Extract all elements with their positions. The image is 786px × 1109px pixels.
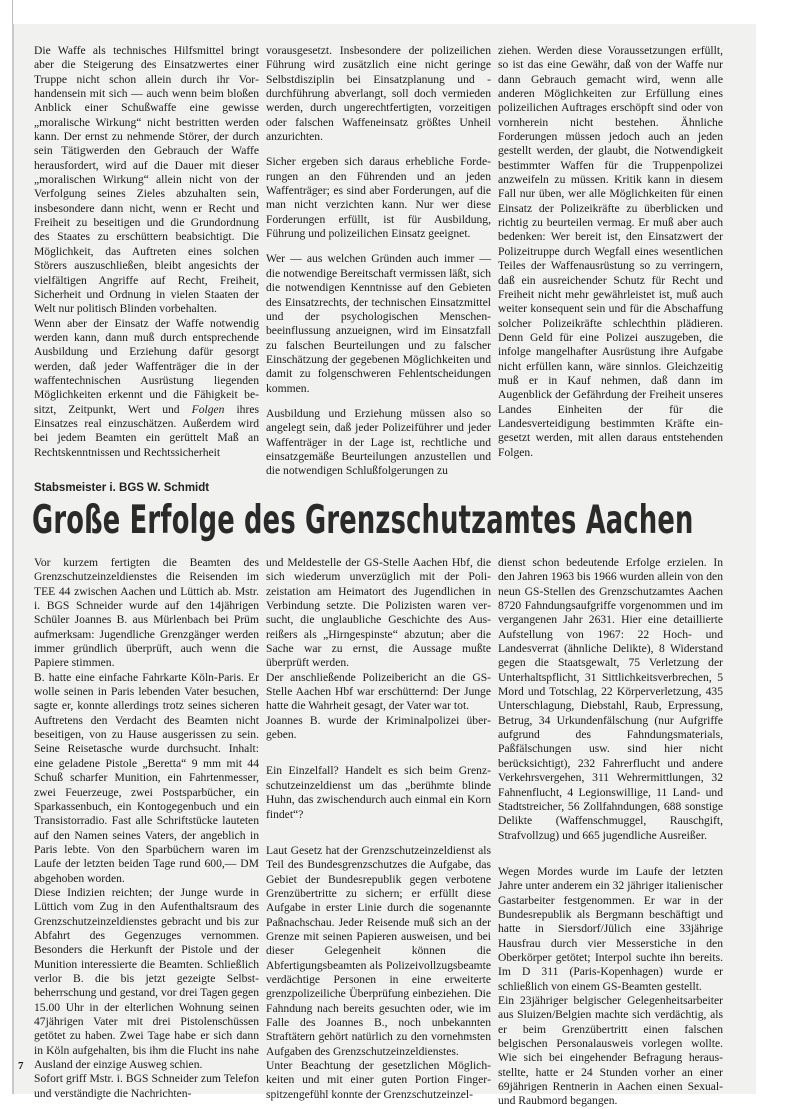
- paragraph: und Meldestelle der GS-Stelle Aachen Hbf, die sich wiederum unverzüglich mit der Polizeistation am Heimatort des Jugendlichen in Verbindung setzte. Die Polizisten waren versucht, die unglaubliche Geschichte des Ausreißers als „Hirngespinste“ abzutun; aber die Sache war zu ernst, die Aussage mußte überprüft werden.: [266, 556, 491, 670]
- paragraph: Laut Gesetz hat der Grenzschutzeinzeldienst als Teil des Bundesgrenzschutzes die Aufgabe, das Gebiet der Bundesrepublik gegen verbotene Grenzübertritte zu sichern; er erfüllt diese Aufgabe in erster Linie durch die sogenannte Paßnachschau. Jeder Reisende muß sich an der Grenze mit seinen Papieren ausweisen, und bei dieser Gelegenheit können die Abfertigungsbeamten als Polizeivollzugsbeamte verdächtige Personen in eine erweiterte grenzpolizeiliche Überprüfung einbeziehen. Die Fahndung nach bereits gesuchten oder, wie im Falle des Joannes B., noch unbekannten Straftätern gehört natürlich zu den vornehmsten Aufgaben des Grenzschutzeinzeldienstes.: [266, 843, 491, 1058]
- paragraph: Diese Indizien reichten; der Junge wurde in Lüttich vom Zug in den Aufenthaltsraum des Grenzschutzeinzeldienstes gebracht und bis zur Abfahrt des Gegenzuges vernommen. Besonders die Herkunft der Pistole und der Munition interessierte die Beamten. Schließlich verlor B. die bis jetzt gezeigte Selbstbeherrschung und gestand, vor drei Tagen gegen 15.00 Uhr in der elterlichen Wohnung seinen 47jährigen Vater mit drei Pistolenschüssen getötet zu haben. Zwei Tage habe er sich dann in Köln aufgehalten, bis ihm die Flucht ins nahe Ausland der einzige Ausweg schien.: [34, 885, 259, 1072]
- article-column-2: [266, 556, 491, 1102]
- article-column-3: [498, 556, 723, 1109]
- paragraph: Wer — aus welchen Gründen auch immer — die notwendige Bereitschaft vermissen läßt, sich die notwendigen Kenntnisse auf den Gebieten des Einsatzrechts, der technischen Einsatzmittel und der psychologischen Menschenbeeinflussung anzueignen, wird im Einsatzfall zu falschen Beurteilungen und zu falscher Einschätzung der gegebenen Möglichkeiten und damit zu folgenschweren Fehlentscheidungen kommen.: [266, 252, 491, 395]
- paragraph: Unter Beachtung der gesetzlichen Möglichkeiten und mit einer guten Portion Fingerspitzengefühl konnte der Grenzschutzeinzel-: [266, 1059, 491, 1101]
- paragraph: Sicher ergeben sich daraus erhebliche Forderungen an den Führenden und an jeden Waffenträger; es sind aber Forderungen, auf die man nicht verzichten kann. Nur wer diese Forderungen erfüllt, ist für Ausbildung, Führung und polizeilichen Einsatz geeignet.: [266, 155, 491, 241]
- article-headline: Große Erfolge des Grenzschutzamtes Aachen: [32, 498, 694, 543]
- paragraph: Joannes B. wurde der Kriminalpolizei übergeben.: [266, 713, 491, 742]
- article-author: Stabsmeister i. BGS W. Schmidt: [34, 482, 210, 494]
- paragraph: Ausbildung und Erziehung müssen also so angelegt sein, daß jeder Polizeiführer und jeder Waffenträger in der Lage ist, rechtliche und einsatzgemäße Beurteilungen anzustellen und die notwendigen Schlußfolgerungen zu: [266, 406, 491, 478]
- paragraph: Wegen Mordes wurde im Laufe der letzten Jahre unter anderem ein 32 jähriger italienischer Gastarbeiter festgenommen. Er war in der Bundesrepublik als Bergmann beschäftigt und hatte in Siersdorf/Jülich eine 33jährige Hausfrau durch vier Messerstiche in den Oberkörper getötet; Interpol suchte ihn bereits. Im D 311 (Paris-Kopenhagen) wurde er schließlich von einem GS-Beamten gestellt.: [498, 864, 723, 993]
- paragraph: B. hatte eine einfache Fahrkarte Köln-Paris. Er wolle seinen in Paris lebenden Vater besuchen, sagte er, konnte allerdings trotz seines sicheren Auftretens den Verdacht des Beamten nicht beseitigen, von zu Hause ausgerissen zu sein. Seine Reisetasche wurde durchsucht. Inhalt: eine geladene Pistole „Beretta“ 9 mm mit 44 Schuß scharfer Munition, ein Fahrtenmesser, zwei Feuerzeuge, zwei Postsparbücher, ein Sparkassenbuch, ein Kontogegenbuch und ein Transistorradio. Fast alle Schriftstücke lauteten auf den Namen seines Vaters, der angeblich in Paris lebte. Von den Sparbüchern waren im Laufe der letzten beiden Tage rund 600,— DM abgehoben worden.: [34, 670, 259, 885]
- prev-article-column-1: [34, 44, 259, 460]
- paragraph: ziehen. Werden diese Voraussetzungen erfüllt, so ist das eine Gewähr, daß von der Waffe nur dann Gebrauch gemacht wird, wenn alle anderen Möglichkeiten zur Erfüllung eines polizeilichen Auftrages erschöpft sind oder von vornherein nicht bestehen. Ähnliche Forderungen müssen jedoch auch an jeden gestellt werden, der glaubt, die Notwendigkeit bestimmter Waffen für die Truppenpolizei anzweifeln zu müssen. Kritik kann in diesem Fall nur üben, wer alle Möglichkeiten für einen Einsatz der Polizeikräfte zu überblicken und richtig zu beurteilen vermag. Er muß aber auch bedenken: Wer bereit ist, den Einsatzwert der Polizeitruppe durch Wegfall eines wesentlichen Teiles der Waffenausrüstung so zu verringern, daß ein ausreichender Schutz für Recht und Freiheit nicht mehr gewährleistet ist, muß auch weiter konsequent sein und für die Abschaffung solcher Polizeikräfte schlechthin plädieren. Denn Geld für eine Polizei auszugeben, die infolge mangelhafter Ausrüstung ihre Aufgabe nicht erfüllen kann, wäre sinnlos. Gleichzeitig muß er in Kauf nehmen, daß dann im Augenblick der Gefährdung der Freiheit unseres Landes Einheiten der für die Landesverteidigung bestimmten Kräfte eingesetzt werden, mit allen daraus entstehenden Folgen.: [498, 44, 723, 459]
- paragraph: Die Waffe als technisches Hilfsmittel bringt aber die Steigerung des Einsatzwertes einer Truppe nicht schon allein durch ihr Vorhandensein mit sich — auch wenn beim bloßen Anblick einer Schußwaffe eine gewisse „moralische Wirkung“ nicht bestritten werden kann. Der ernst zu nehmende Störer, der durch sein Tätigwerden den Gebrauch der Waffe herausfordert, wird auf die Dauer mit dieser „moralischen Wirkung“ allein nicht von der Verfolgung seines Zieles abzuhalten sein, insbesondere dann nicht, wenn er Recht und Freiheit zu beseitigen und die Grundordnung des Staates zu erschüttern beabsichtigt. Die Möglichkeit, das Auftreten eines solchen Störers auszuschließen, bleibt angesichts der vielfältigen Angriffe auf Recht, Freiheit, Sicherheit und Ordnung in vielen Staaten der Welt nur politisch Blinden vorbehalten.: [34, 44, 259, 316]
- scan-top-margin: [12, 0, 755, 24]
- paragraph: Vor kurzem fertigten die Beamten des Grenzschutzeinzeldienstes die Reisenden im TEE 44 zwischen Aachen und Lüttich ab. Mstr. i. BGS Schneider wurde auf den 14jährigen Schüler Joannes B. aus Mürlenbach bei Prüm aufmerksam: Jugendliche Grenzgänger werden immer gründlich überprüft, auch wenn die Papiere stimmen.: [34, 556, 259, 670]
- emphasis: Folgen: [191, 402, 225, 416]
- paragraph: dienst schon bedeutende Erfolge erzielen. In den Jahren 1963 bis 1966 wurden allein von den neun GS-Stellen des Grenzschutzamtes Aachen 8720 Fahndungsaufgriffe vorgenommen und im vergangenen Jahr 2631. Hier eine detaillierte Aufstellung von 1967: 22 Hoch- und Landesverrat (ähnliche Delikte), 8 Widerstand gegen die Staatsgewalt, 75 Verletzung der Unterhaltspflicht, 31 Sittlichkeitsverbrechen, 5 Mord und Totschlag, 22 Körperverletzung, 435 Unterschlagung, Diebstahl, Raub, Erpressung, Betrug, 34 Urkundenfälschung (nur Aufgriffe aufgrund des Fahndungsmaterials, Paßfälschungen usw. sind hier nicht berücksichtigt), 232 Fahrerflucht und andere Verkehrsvergehen, 311 Wehrermittlungen, 32 Fahnenflucht, 4 Legionswillige, 11 Land- und Stadtstreicher, 56 Zollfahndungen, 688 sonstige Delikte (Waffenschmuggel, Rauschgift, Strafvollzug) und 665 jugendliche Ausreißer.: [498, 556, 723, 842]
- prev-article-column-3: [498, 44, 723, 460]
- paragraph: Wenn aber der Einsatz der Waffe notwendig werden kann, dann muß durch entsprechende Ausbildung und Erziehung dafür gesorgt werden, daß jeder Waffenträger die in der waffentechnischen Ausrüstung liegenden Möglichkeiten erkennt und die Fähigkeit besitzt, Zeitpunkt, Wert und Folgen ihres Einsatzes real einzuschätzen. Außerdem wird bei jedem Beamten ein gerüttelt Maß an Rechtskenntnissen und Rechtssicherheit: [34, 316, 259, 459]
- paragraph: Der anschließende Polizeibericht an die GS-Stelle Aachen Hbf war erschütternd: Der Junge hatte die Wahrheit gesagt, der Vater war tot.: [266, 670, 491, 713]
- paragraph: Sofort griff Mstr. i. BGS Schneider zum Telefon und verständigte die Nachrichten-: [34, 1072, 259, 1100]
- article-column-1: [34, 556, 259, 1101]
- page-number: 7: [18, 1060, 24, 1072]
- paragraph: Ein Einzelfall? Handelt es sich beim Grenzschutzeinzeldienst um das „berühmte blinde Huhn, das zwischendurch auch einmal ein Korn findet“?: [266, 764, 491, 821]
- prev-article-column-2: [266, 44, 491, 479]
- paragraph: vorausgesetzt. Insbesondere der polizeilichen Führung wird zusätzlich eine nicht geringe Selbstdisziplin bei Einsatzplanung und -durchführung abverlangt, soll doch vermieden werden, durch ungerechtfertigten, vorzeitigen oder falschen Waffeneinsatz größtes Unheil anzurichten.: [266, 44, 491, 144]
- paragraph: Ein 23jähriger belgischer Gelegenheitsarbeiter aus Sluizen/Belgien machte sich verdächtig, als er beim Grenzübertritt einen falschen belgischen Personalausweis vorlegen wollte. Wie sich bei eingehender Befragung herausstellte, hatte er 24 Stunden vorher an einer 69jährigen Rentnerin in Aachen einen Sexual- und Raubmord begangen.: [498, 993, 723, 1108]
